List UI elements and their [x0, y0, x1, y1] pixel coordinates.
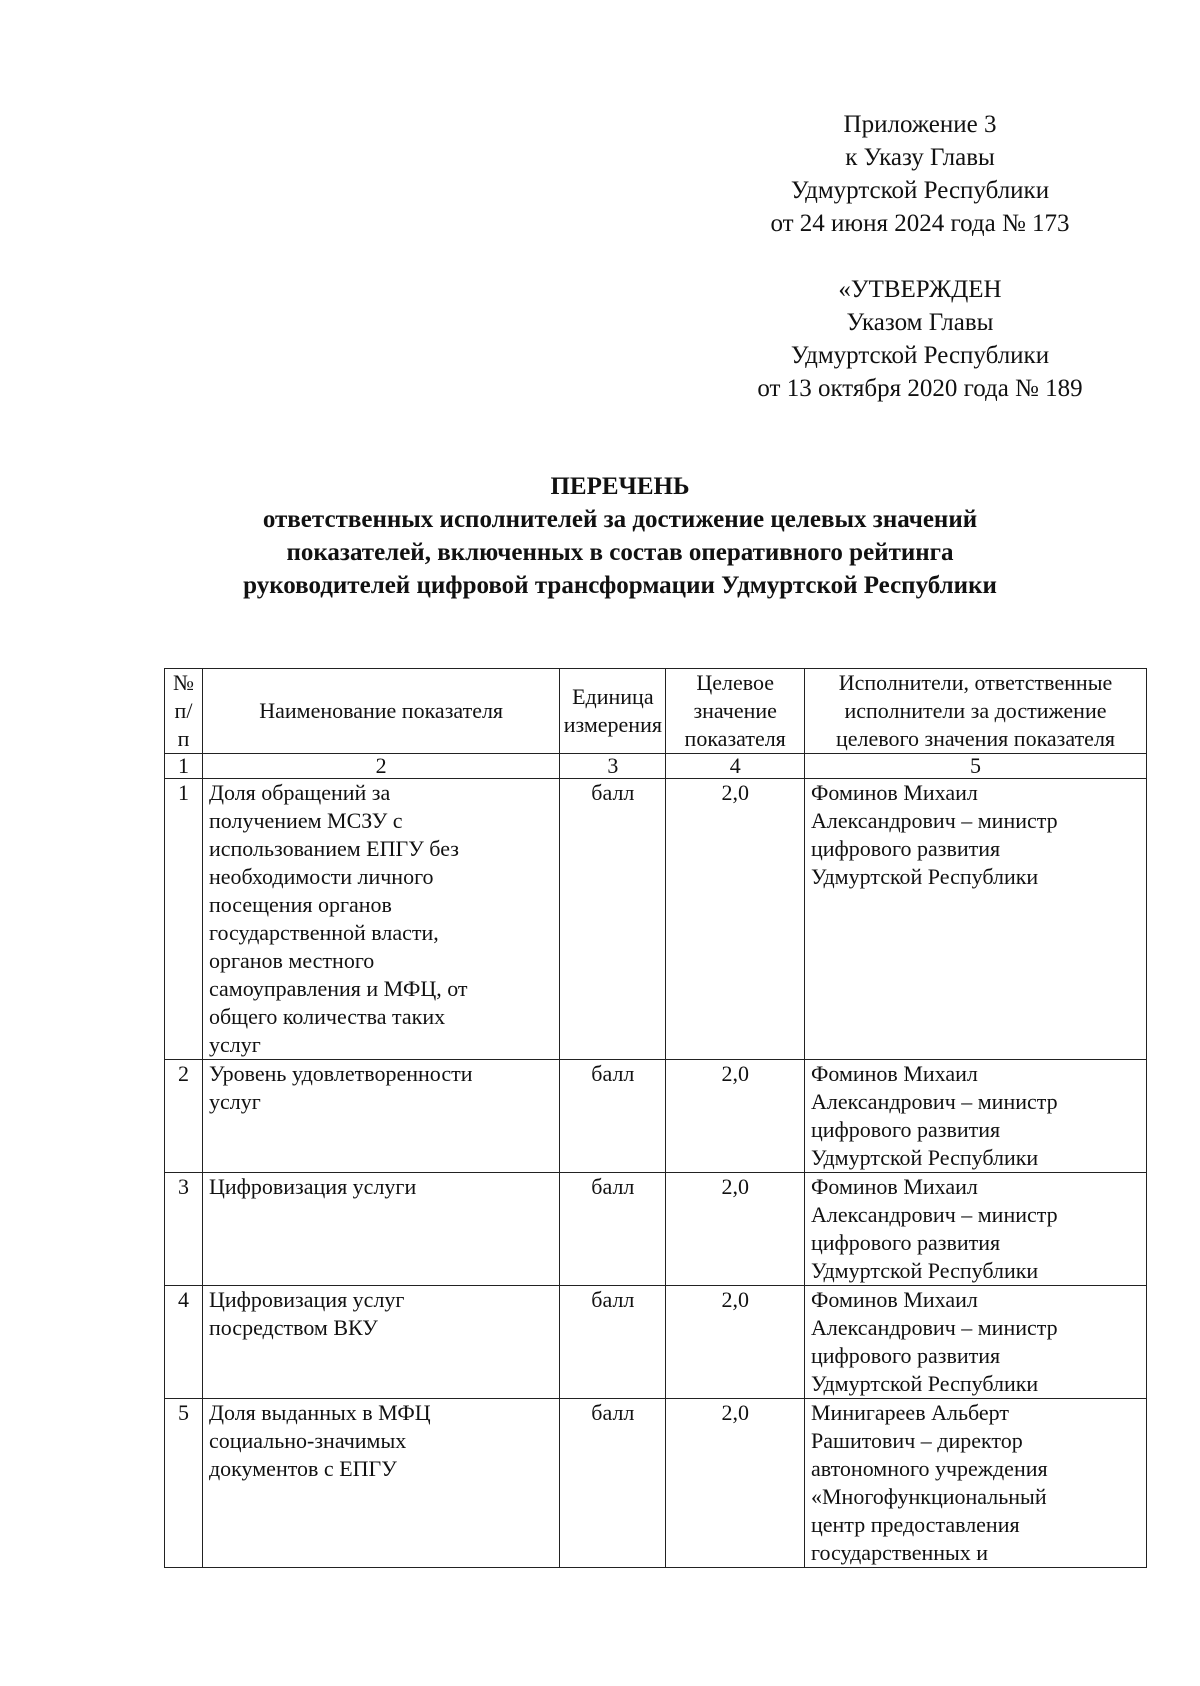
row-number: 2 — [165, 1060, 203, 1173]
executor-line: Фоминов Михаил — [811, 1174, 978, 1199]
table-header — [165, 669, 1147, 779]
header-target-value: Целевое значение показателя — [666, 669, 805, 754]
executor-line: «Многофункциональный — [811, 1484, 1047, 1509]
approval-block — [700, 273, 1140, 405]
indicator-name — [202, 1399, 559, 1568]
indicator-name-line: Доля обращений за — [208, 780, 391, 805]
executor — [805, 779, 1147, 1060]
executor-line: цифрового развития — [811, 836, 1001, 861]
header-number: № п/п — [165, 669, 203, 754]
table-body — [165, 779, 1147, 1568]
annex-line: Приложение 3 — [843, 111, 997, 138]
indicator-name-line: получением МСЗУ с — [208, 808, 403, 833]
target-value: 2,0 — [666, 1060, 805, 1173]
indicator-name-line: социально-значимых — [208, 1428, 407, 1453]
executor-line: Минигареев Альберт — [811, 1400, 1009, 1425]
executor-line: Удмуртской Республики — [811, 1145, 1039, 1170]
executor-line: Рашитович – директор — [811, 1428, 1023, 1453]
indicator-name-line: необходимости личного — [208, 864, 434, 889]
indicator-name-line: Цифровизация услуг — [208, 1287, 405, 1312]
executor-line: автономного учреждения — [811, 1456, 1048, 1481]
executor-line: Фоминов Михаил — [811, 780, 978, 805]
indicator-name-line: посредством ВКУ — [208, 1315, 378, 1340]
heading-line: показателей, включенных в состав оперативного рейтинга — [286, 539, 954, 566]
indicator-name-line: посещения органов — [208, 892, 392, 917]
indicator-name — [202, 1286, 559, 1399]
header-executors: Исполнители, ответственные исполнители за достижение целевого значения показателя — [805, 669, 1147, 754]
table-row — [165, 779, 1147, 1060]
executor-line: цифрового развития — [811, 1230, 1001, 1255]
document-heading — [140, 470, 1100, 602]
table-row — [165, 1060, 1147, 1173]
indicator-name-line: услуг — [208, 1089, 261, 1114]
indicator-name-line: Доля выданных в МФЦ — [208, 1400, 431, 1425]
unit-of-measure: балл — [560, 1060, 666, 1173]
column-number: 4 — [666, 754, 805, 779]
annex-line: к Указу Главы — [845, 144, 995, 171]
table-row — [165, 1173, 1147, 1286]
executor — [805, 1399, 1147, 1568]
approval-line: Указом Главы — [846, 309, 994, 336]
column-number: 1 — [165, 754, 203, 779]
target-value: 2,0 — [666, 779, 805, 1060]
indicator-name-line: общего количества таких — [208, 1004, 446, 1029]
header-indicator-name: Наименование показателя — [202, 669, 559, 754]
header-row — [165, 669, 1147, 754]
table-row — [165, 1286, 1147, 1399]
indicator-name-line: использованием ЕПГУ без — [208, 836, 459, 861]
indicator-name — [202, 1060, 559, 1173]
executor-line: Удмуртской Республики — [811, 864, 1039, 889]
target-value: 2,0 — [666, 1173, 805, 1286]
executor-line: цифрового развития — [811, 1117, 1001, 1142]
executor-line: цифрового развития — [811, 1343, 1001, 1368]
executor-line: Александрович – министр — [811, 1089, 1058, 1114]
executor-line: Фоминов Михаил — [811, 1287, 978, 1312]
row-number: 5 — [165, 1399, 203, 1568]
approval-line: «УТВЕРЖДЕН — [838, 276, 1002, 303]
indicator-name-line: органов местного — [208, 948, 375, 973]
indicator-name-line: Уровень удовлетворенности — [208, 1061, 473, 1086]
executor-line: Александрович – министр — [811, 808, 1058, 833]
header-unit: Единица измерения — [560, 669, 666, 754]
column-number-row — [165, 754, 1147, 779]
row-number: 1 — [165, 779, 203, 1060]
executor-line: Удмуртской Республики — [811, 1371, 1039, 1396]
row-number: 3 — [165, 1173, 203, 1286]
unit-of-measure: балл — [560, 1286, 666, 1399]
heading-line: руководителей цифровой трансформации Удмуртской Республики — [243, 572, 997, 599]
annex-line: от 24 июня 2024 года № 173 — [770, 210, 1070, 237]
annex-block — [700, 108, 1140, 240]
indicator-name — [202, 779, 559, 1060]
executor — [805, 1060, 1147, 1173]
indicator-name-line: государственной власти, — [208, 920, 439, 945]
document-title: ПЕРЕЧЕНЬ — [550, 473, 690, 500]
column-number: 3 — [560, 754, 666, 779]
executor-line: Александрович – министр — [811, 1315, 1058, 1340]
column-number: 2 — [202, 754, 559, 779]
executor-line: Фоминов Михаил — [811, 1061, 978, 1086]
column-number: 5 — [805, 754, 1147, 779]
annex-line: Удмуртской Республики — [790, 177, 1050, 204]
target-value: 2,0 — [666, 1399, 805, 1568]
unit-of-measure: балл — [560, 1173, 666, 1286]
table-row — [165, 1399, 1147, 1568]
row-number: 4 — [165, 1286, 203, 1399]
executor-line: Александрович – министр — [811, 1202, 1058, 1227]
approval-line: от 13 октября 2020 года № 189 — [757, 375, 1083, 402]
executor — [805, 1173, 1147, 1286]
executor-line: Удмуртской Республики — [811, 1258, 1039, 1283]
indicator-name-line: документов с ЕПГУ — [208, 1456, 397, 1481]
unit-of-measure: балл — [560, 1399, 666, 1568]
executor-line: государственных и — [811, 1540, 989, 1565]
indicator-name-line: самоуправления и МФЦ, от — [208, 976, 468, 1001]
executor — [805, 1286, 1147, 1399]
unit-of-measure: балл — [560, 779, 666, 1060]
indicator-name — [202, 1173, 559, 1286]
indicator-name-line: услуг — [208, 1032, 261, 1057]
heading-line: ответственных исполнителей за достижение целевых значений — [262, 506, 978, 533]
executor-line: центр предоставления — [811, 1512, 1020, 1537]
approval-line: Удмуртской Республики — [790, 342, 1050, 369]
executors-table — [164, 668, 1147, 1568]
target-value: 2,0 — [666, 1286, 805, 1399]
indicator-name-line: Цифровизация услуги — [208, 1174, 417, 1199]
